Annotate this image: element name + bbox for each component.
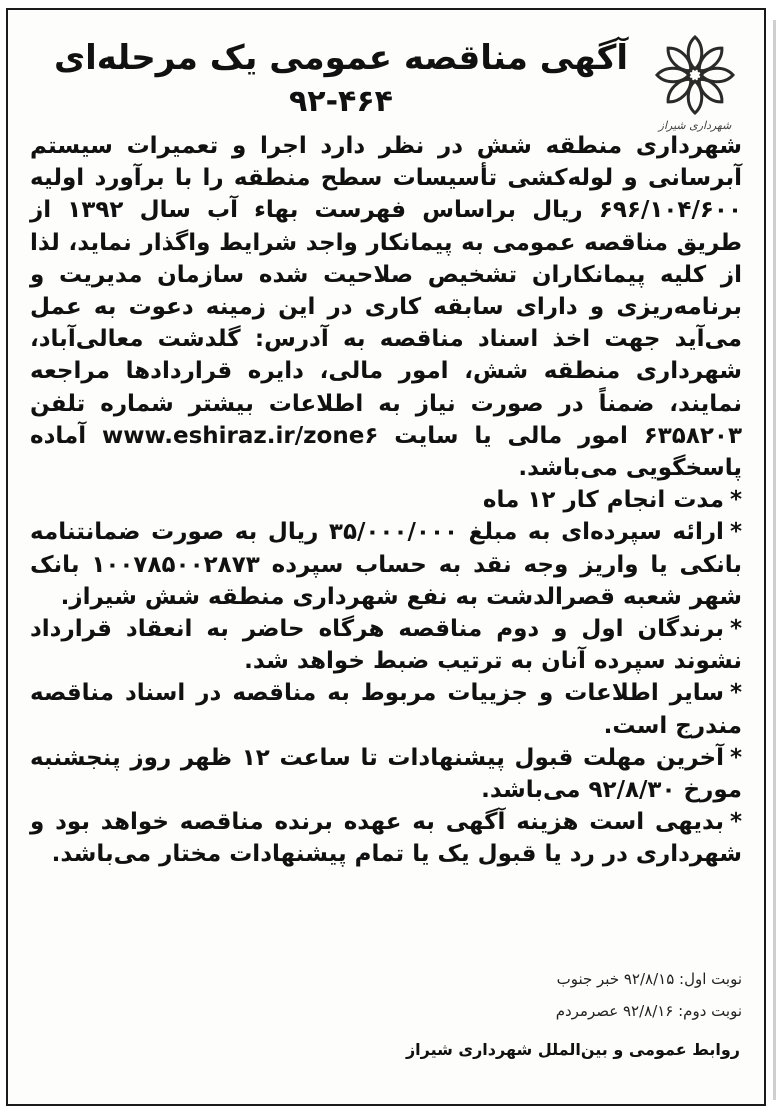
logo bbox=[652, 32, 738, 132]
flower-emblem-icon bbox=[652, 32, 738, 118]
bullet-text: آخرین مهلت قبول پیشنهادات تا ساعت ۱۲ ظهر روز پنجشنبه مورخ ۹۲/۸/۳۰ می‌باشد. bbox=[30, 744, 742, 804]
bullet-star: * bbox=[729, 680, 742, 707]
bullet-star: * bbox=[729, 519, 742, 546]
bullet-star: * bbox=[729, 809, 742, 836]
notice-title: آگهی مناقصه عمومی یک مرحله‌ای bbox=[53, 38, 629, 78]
bullet-text: سایر اطلاعات و جزییات مربوط به مناقصه در اسناد مناقصه مندرج است. bbox=[30, 680, 742, 739]
bullet-text: مدت انجام کار ۱۲ ماه bbox=[482, 487, 724, 514]
body-paragraph: شهرداری منطقه شش در نظر دارد اجرا و تعمیرات سیستم آبرسانی و لوله‌کشی تأسیسات سطح منطقه را با برآورد اولیه ۶۹۶/۱۰۴/۶۰۰ ریال براساس فهرست بهاء آب سال ۱۳۹۲ از طریق مناقصه عمومی به پیمانکار واجد شرایط واگذار نماید، لذا از کلیه پیمانکاران تشخیص صلاحیت شده سازمان مدیریت و برنامه‌ریزی و دارای سابقه کاری در این زمینه دعوت به عمل می‌آید جهت اخذ اسناد مناقصه به آدرس: گلدشت معالی‌آباد، شهرداری منطقه شش، امور مالی، دایره قراردادها مراجعه نمایند، ضمناً در صورت نیاز به اطلاعات بیشتر شماره تلفن ۶۳۵۸۲۰۳ امور مالی یا سایت www.eshiraz.ir/zone۶ آماده پاسخگویی می‌باشد. bbox=[30, 133, 742, 482]
bullet-star: * bbox=[729, 744, 742, 771]
notice-number: ۹۲-۴۶۴ bbox=[288, 84, 393, 119]
bullet-item bbox=[30, 806, 742, 870]
bullet-star: * bbox=[729, 487, 742, 514]
bullet-item bbox=[30, 613, 742, 677]
notice-frame bbox=[6, 8, 766, 1106]
headline bbox=[48, 36, 634, 122]
bullet-star: * bbox=[729, 616, 742, 643]
bullet-item bbox=[30, 516, 742, 613]
bullet-item bbox=[30, 677, 742, 741]
bullet-item bbox=[30, 484, 742, 516]
footer-publisher: روابط عمومی و بین‌الملل شهرداری شیراز bbox=[405, 1040, 740, 1059]
bullet-text: برندگان اول و دوم مناقصه هرگاه حاضر به انعقاد قرارداد نشوند سپرده آنان به ترتیب ضبط خواهد شد. bbox=[30, 616, 742, 675]
bullet-text: ارائه سپرده‌ای به مبلغ ۳۵/۰۰۰/۰۰۰ ریال به صورت ضمانتنامه بانکی یا واریز وجه نقد به حساب سپرده ۱۰۰۷۸۵۰۰۲۸۷۳ بانک شهر شعبه قصرالدشت به نفع شهرداری منطقه شش شیراز. bbox=[30, 519, 743, 610]
publication-first: نوبت اول: ۹۲/۸/۱۵ خبر جنوب bbox=[556, 970, 742, 988]
bullet-item bbox=[30, 742, 742, 806]
bullet-text: بدیهی است هزینه آگهی به عهده برنده مناقصه خواهد بود و شهرداری در رد یا قبول یک یا تمام پیشنهادات مختار می‌باشد. bbox=[30, 809, 742, 868]
publication-second: نوبت دوم: ۹۲/۸/۱۶ عصرمردم bbox=[555, 1002, 742, 1020]
logo-caption: شهرداری شیراز bbox=[658, 119, 732, 132]
scan-edge-divider bbox=[773, 20, 776, 1100]
notice-body bbox=[30, 130, 742, 871]
